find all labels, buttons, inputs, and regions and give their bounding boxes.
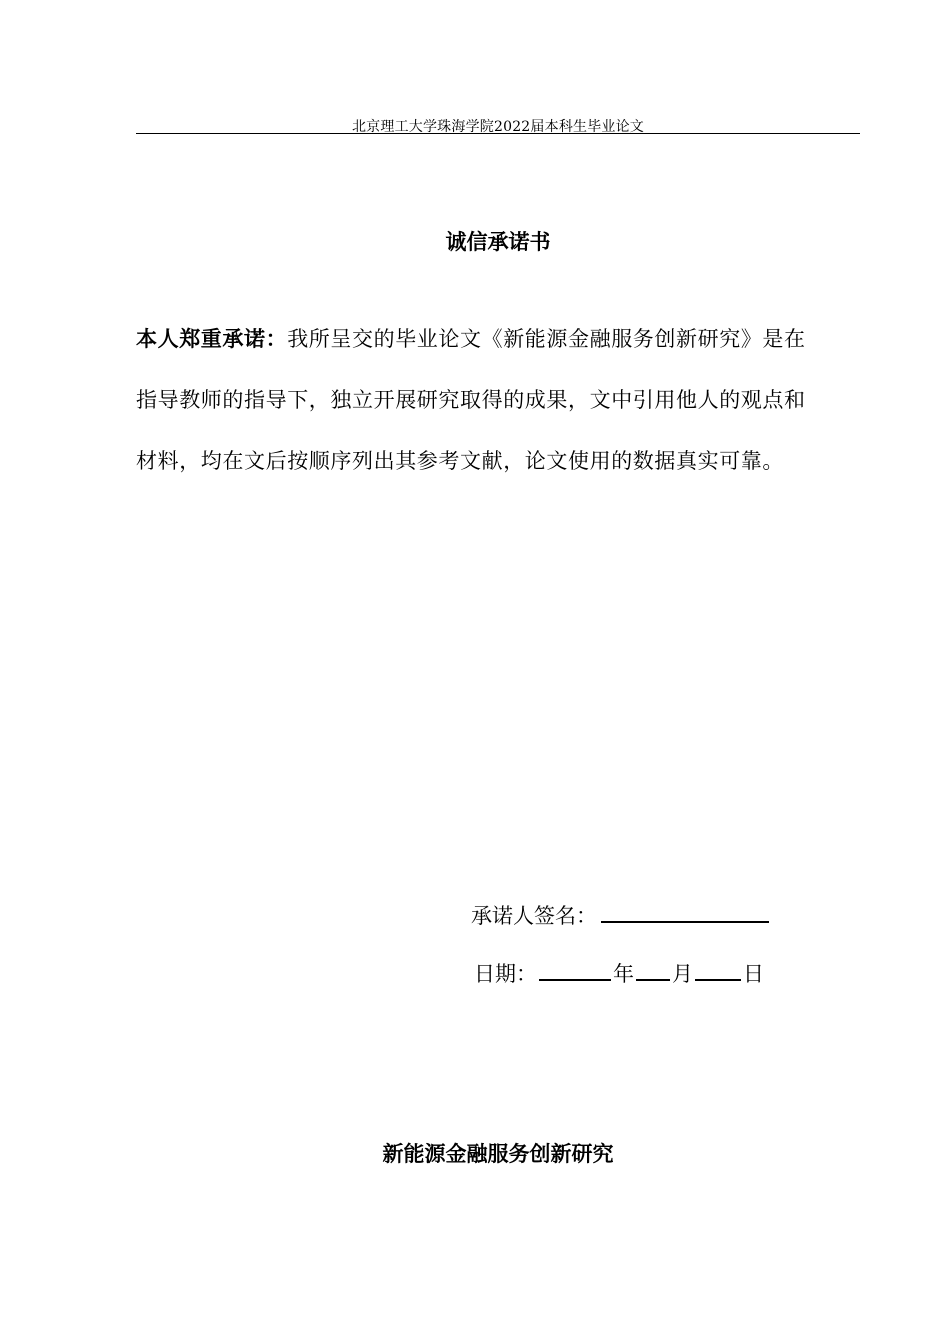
signature-row bbox=[471, 900, 769, 930]
day-blank[interactable] bbox=[695, 959, 741, 981]
thesis-title: 新能源金融服务创新研究 bbox=[382, 1141, 614, 1166]
page-header: 北京理工大学珠海学院2022届本科生毕业论文 bbox=[351, 119, 645, 135]
signature-label: 承诺人签名： bbox=[471, 904, 597, 928]
statement-body: 我所呈交的毕业论文《新能源金融服务创新研究》是在指导教师的指导下，独立开展研究取得的成果，文中引用他人的观点和材料，均在文后按顺序列出其参考文献，论文使用的数据真实可靠。 bbox=[136, 327, 806, 473]
signature-blank[interactable] bbox=[601, 901, 769, 923]
month-blank[interactable] bbox=[636, 959, 670, 981]
year-blank[interactable] bbox=[539, 959, 611, 981]
day-label: 日 bbox=[743, 962, 764, 986]
date-label: 日期： bbox=[474, 962, 537, 986]
date-row bbox=[474, 958, 764, 988]
month-label: 月 bbox=[672, 962, 693, 986]
document-title: 诚信承诺书 bbox=[445, 229, 551, 254]
statement-paragraph bbox=[136, 308, 808, 492]
header-divider bbox=[136, 133, 860, 134]
year-label: 年 bbox=[613, 962, 634, 986]
statement-lead: 本人郑重承诺： bbox=[136, 326, 288, 351]
